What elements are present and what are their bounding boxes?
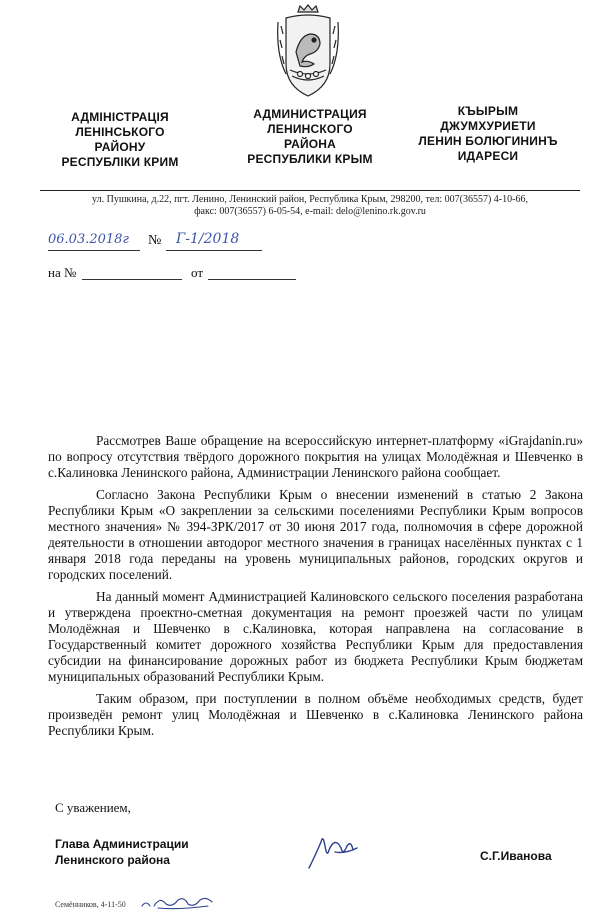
address-block <box>40 194 580 218</box>
header-ukrainian-name <box>45 110 195 170</box>
header-line: КЪЫРЫМ <box>457 104 519 118</box>
header-line: РЕСПУБЛІКИ КРИМ <box>61 155 179 169</box>
signatory-position-line-1: Глава Администрации <box>55 837 189 851</box>
header-line: РАЙОНУ <box>94 140 146 154</box>
header-line: РАЙОНА <box>283 137 337 151</box>
header-crimean-tatar-name <box>408 104 568 164</box>
outgoing-number-label: № <box>148 233 162 248</box>
outgoing-date: 06.03.2018г <box>48 232 130 247</box>
header-line: АДМИНИСТРАЦИЯ <box>253 107 367 121</box>
body-paragraph: Рассмотрев Ваше обращение на всероссийскую интернет-платформу «iGrajdanin.ru» по вопросу отсутствия твёрдого дорожного покрытия на улицах Молодёжная и Шевченко в с.Калиновка Ленинского района, Администрации Ленинского района сообщает. <box>48 433 583 480</box>
outgoing-number: Г-1/2018 <box>176 231 240 247</box>
reference-number-label: на № <box>48 265 77 280</box>
header-line: ЛЕНІНСЬКОГО <box>75 125 165 139</box>
body-paragraph: Таким образом, при поступлении в полном объёме необходимых средств, будет произведён ремонт улиц Молодёжная и Шевченко в с.Калиновка Ленинского района Республики Крым. <box>48 691 583 738</box>
signatory-position-line-2: Ленинского района <box>55 853 170 867</box>
header-russian-name <box>230 107 390 167</box>
address-line-1: ул. Пушкина, д.22, пгт. Ленино, Ленинский район, Республика Крым, 298200, тел: 007(36557) 4-10-66, <box>92 194 528 205</box>
body-paragraph: На данный момент Администрацией Калиновского сельского поселения разработана и утверждена проектно-сметная документация на ремонт проезжей части по улицам Молодёжная и Шевченко в с.Калиновка, которая направлена на согласование в Государственный комитет дорожного хозяйства Республики Крым для предоставления субсидии на финансирование дорожных работ из бюджета Республики Крым бюджетам муниципальных образований Республики Крым. <box>48 589 583 684</box>
header-line: ЛЕНИН БОЛЮГИНИНЪ <box>418 134 558 148</box>
reference-date-field <box>208 265 296 280</box>
header-line: ИДАРЕСИ <box>457 149 519 163</box>
body-paragraph: Согласно Закона Республики Крым о внесении изменений в статью 2 Закона Республики Крым «О закреплении за сельскими поселениями Республики Крым вопросов местного значения» № 394-ЗРК/2017 от 30 июня 2017 года, полномочия в сфере дорожной деятельности в отношении автодорог местного значения в границах населённых пунктах с 1 января 2018 года переданы на уровень муниципальных районов, городских округов и городских поселений. <box>48 487 583 582</box>
coat-of-arms-emblem <box>274 4 342 100</box>
executor-note: Семёнников, 4-11-50 <box>55 900 126 909</box>
header-line: АДМІНІСТРАЦІЯ <box>71 110 169 124</box>
reference-number-field <box>82 265 182 280</box>
header-divider <box>40 190 580 191</box>
handwritten-signature <box>305 828 365 872</box>
signatory-name: С.Г.Иванова <box>480 849 552 863</box>
reference-date-label: от <box>191 265 204 280</box>
executor-signature <box>138 890 218 912</box>
letter-body <box>48 433 583 745</box>
address-line-2: факс: 007(36557) 6-05-54, e-mail: delo@lenino.rk.gov.ru <box>194 206 426 217</box>
outgoing-number-field <box>166 231 262 251</box>
header-line: ЛЕНИНСКОГО <box>267 122 353 136</box>
signatory-position <box>55 836 189 868</box>
header-line: ДЖУМХУРИЕТИ <box>440 119 536 133</box>
header-line: РЕСПУБЛИКИ КРЫМ <box>247 152 373 166</box>
closing-regards: С уважением, <box>55 800 131 815</box>
outgoing-date-field <box>48 234 140 251</box>
